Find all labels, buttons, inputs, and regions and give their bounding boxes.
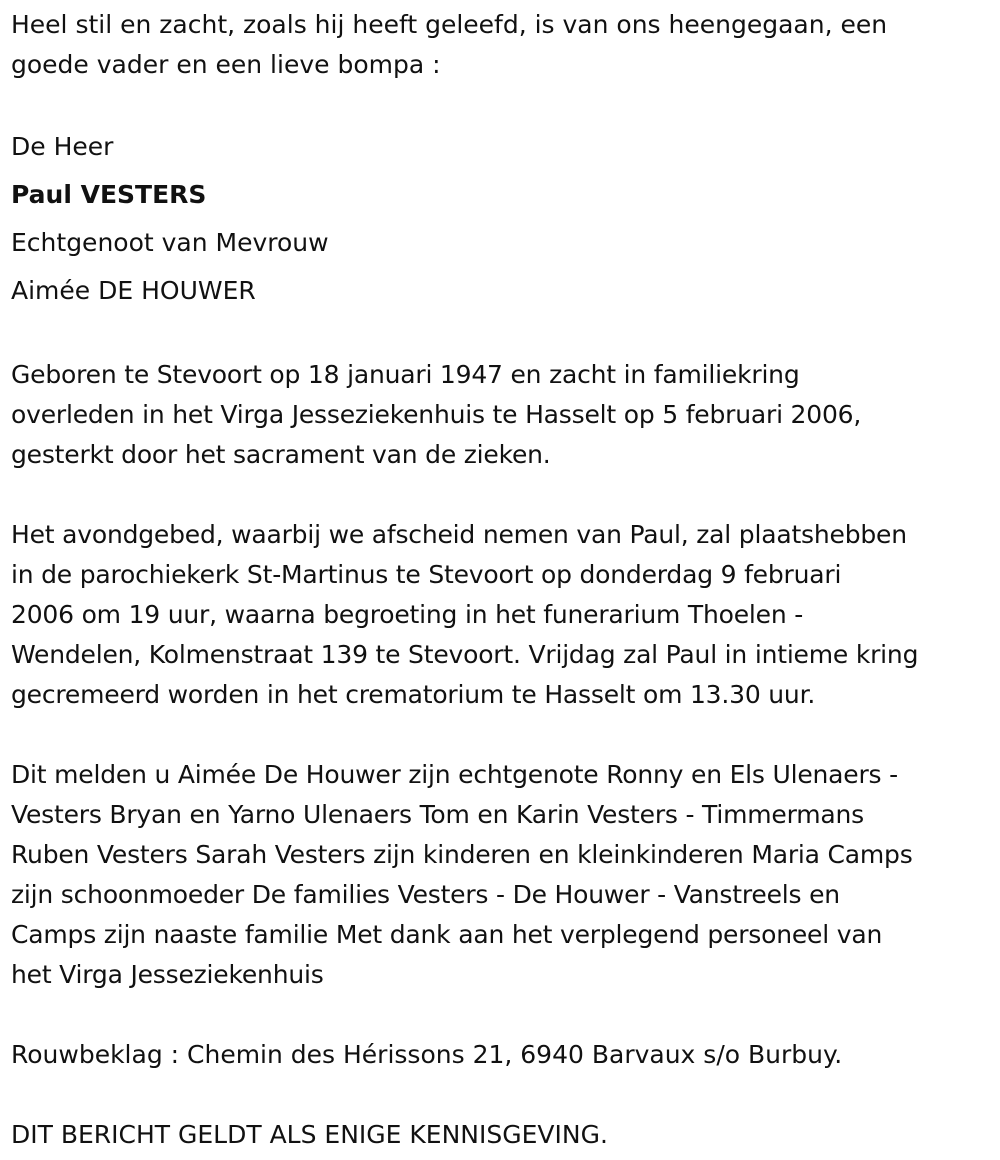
ceremony-paragraph [11,515,996,715]
family-paragraph [11,755,996,995]
condolence-line: Rouwbeklag : Chemin des Hérissons 21, 6940 Barvaux s/o Burbuy. [11,1040,843,1069]
birth-death-paragraph [11,355,996,475]
spacer [11,715,996,755]
birth-death-line: overleden in het Virga Jesseziekenhuis te Hasselt op 5 februari 2006, [11,400,862,429]
family-line: het Virga Jesseziekenhuis [11,960,324,989]
deceased-name: Paul VESTERS [11,180,207,209]
condolence-address [11,1035,996,1075]
ceremony-line: 2006 om 19 uur, waarna begroeting in het funerarium Thoelen - [11,600,804,629]
family-line: Camps zijn naaste familie Met dank aan het verplegend personeel van [11,920,883,949]
ceremony-line: Wendelen, Kolmenstraat 139 te Stevoort. Vrijdag zal Paul in intieme kring [11,640,919,669]
deceased-block [11,123,996,315]
birth-death-line: Geboren te Stevoort op 18 januari 1947 en zacht in familiekring [11,360,800,389]
spouse-label: Echtgenoot van Mevrouw [11,228,329,257]
ceremony-line: Het avondgebed, waarbij we afscheid nemen van Paul, zal plaatshebben [11,520,907,549]
ceremony-line: in de parochiekerk St-Martinus te Stevoort op donderdag 9 februari [11,560,842,589]
salutation: De Heer [11,132,114,161]
birth-death-line: gesterkt door het sacrament van de zieken. [11,440,551,469]
ceremony-line: gecremeerd worden in het crematorium te Hasselt om 13.30 uur. [11,680,816,709]
spacer [11,475,996,515]
family-line: Ruben Vesters Sarah Vesters zijn kinderen en kleinkinderen Maria Camps [11,840,913,869]
spacer [11,85,996,125]
closing-statement [11,1115,996,1155]
spouse-name: Aimée DE HOUWER [11,276,256,305]
intro-paragraph [11,5,996,85]
family-line: Dit melden u Aimée De Houwer zijn echtgenote Ronny en Els Ulenaers - [11,760,898,789]
family-line: zijn schoonmoeder De families Vesters - De Houwer - Vanstreels en [11,880,840,909]
spacer [11,995,996,1035]
closing-line: DIT BERICHT GELDT ALS ENIGE KENNISGEVING. [11,1120,608,1149]
family-line: Vesters Bryan en Yarno Ulenaers Tom en Karin Vesters - Timmermans [11,800,864,829]
intro-line: goede vader en een lieve bompa : [11,50,441,79]
death-notice [11,0,996,1155]
intro-line: Heel stil en zacht, zoals hij heeft geleefd, is van ons heengegaan, een [11,10,888,39]
spacer [11,315,996,355]
spacer [11,1075,996,1115]
